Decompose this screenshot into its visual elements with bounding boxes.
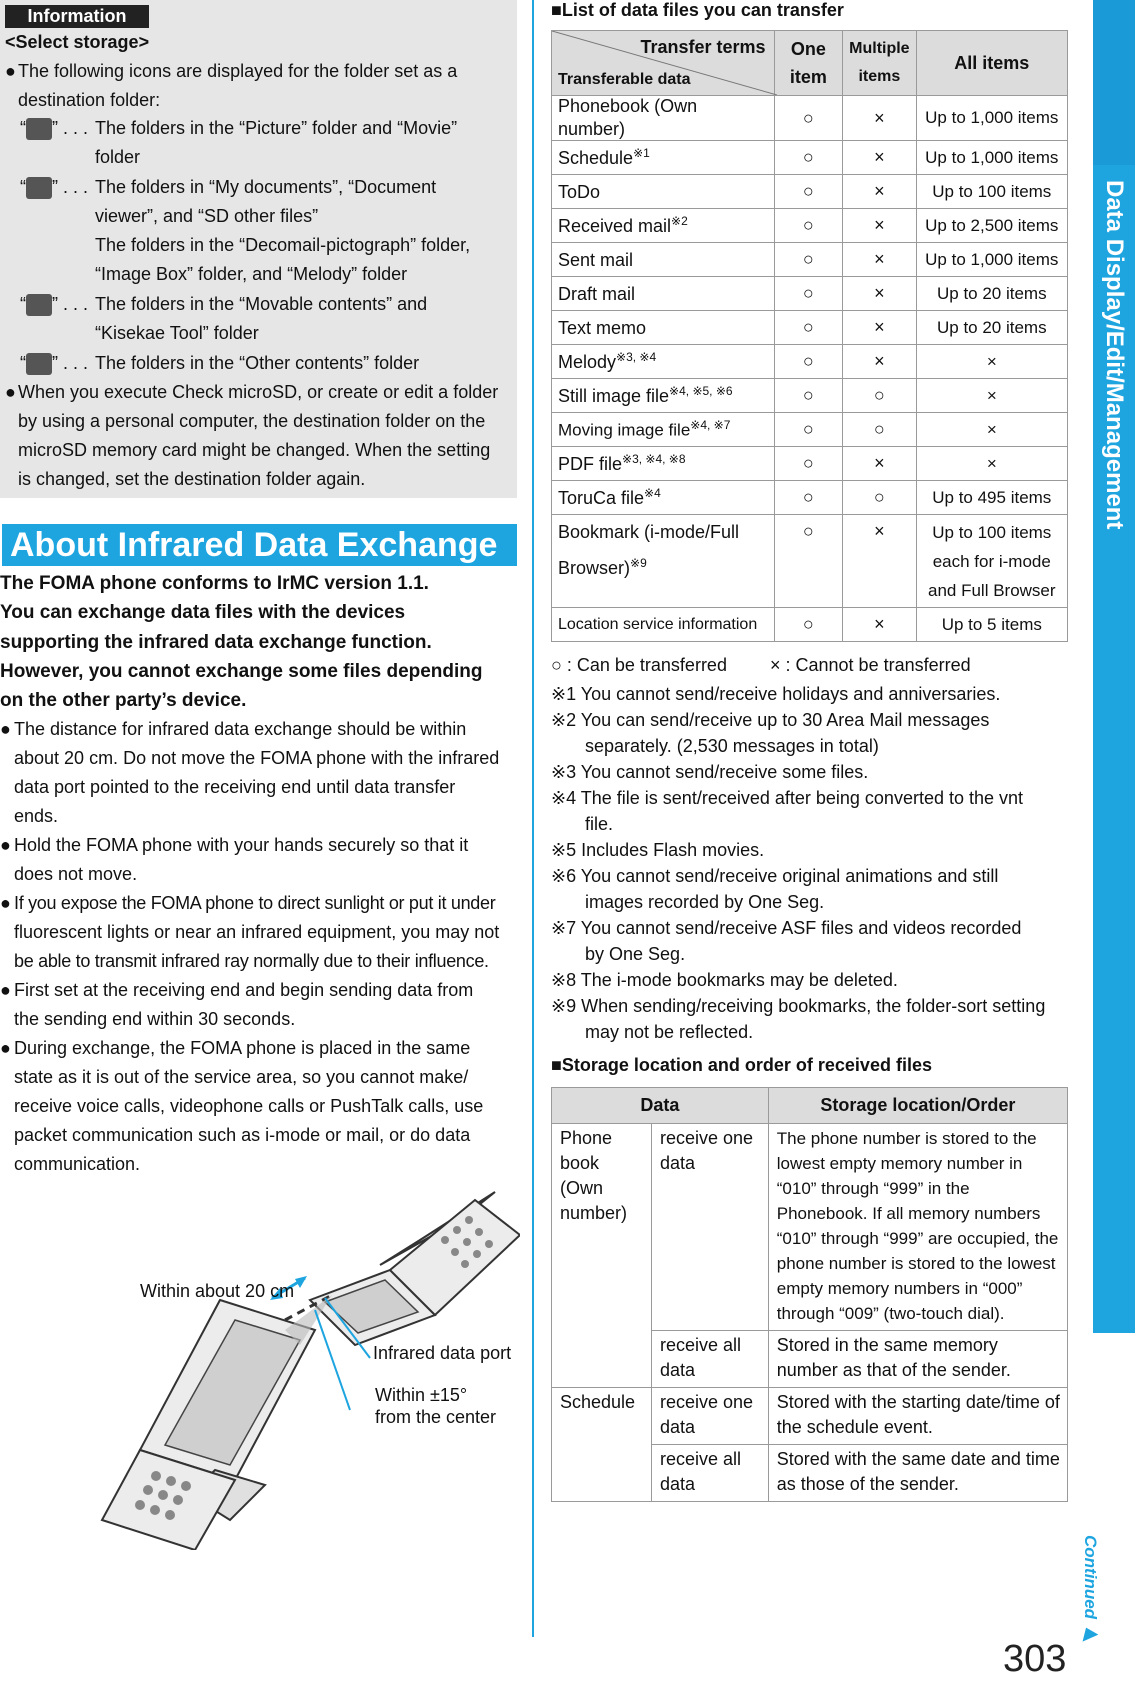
multiple-items-cell: × [843, 96, 916, 141]
one-item-cell: ○ [774, 447, 843, 481]
multiple-items-cell: × [843, 175, 916, 209]
all-items-cell: Up to 20 items [916, 277, 1067, 311]
table-row [552, 608, 1068, 642]
data-name-cell: ToDo [552, 175, 775, 209]
all-items-cell: Up to 1,000 items [916, 243, 1067, 277]
intro-line-4: However, you cannot exchange some files depending [0, 661, 483, 682]
info-bullet-2-line4: is changed, set the destination folder again. [18, 469, 366, 489]
all-items-cell: Up to 100 items each for i-mode and Full Browser [916, 515, 1067, 608]
bullet-e-4: packet communication such as i-mode or mail, or do data [14, 1125, 471, 1145]
figure-label-distance: Within about 20 cm [140, 1281, 295, 1301]
info-bullet-1-line2: destination folder: [18, 90, 161, 110]
bullet-a: ● [0, 719, 11, 739]
intro-line-3: supporting the infrared data exchange function. [0, 632, 432, 653]
table-row [552, 413, 1068, 447]
table-row [552, 447, 1068, 481]
header-data: Data [552, 1088, 769, 1124]
bullet-d-1: First set at the receiving end and begin sending data from [14, 980, 474, 1000]
intro-line-1: The FOMA phone conforms to IrMC version 1.1. [0, 573, 429, 594]
data-name-cell: PDF file$^{※3, ※4, ※8}$ [552, 447, 775, 481]
header-all-items: All items [916, 31, 1067, 96]
multiple-items-cell: × [843, 447, 916, 481]
folder-picture-icon [26, 118, 52, 140]
bullet-c-1: If you expose the FOMA phone to direct sunlight or put it under [14, 893, 496, 913]
table-row [552, 243, 1068, 277]
bullet-b: ● [0, 835, 11, 855]
bullet-e-2: state as it is out of the service area, so you cannot make/ [14, 1067, 469, 1087]
multiple-items-cell: × [843, 209, 916, 243]
all-items-cell: Up to 2,500 items [916, 209, 1067, 243]
bullet-c-2: fluorescent lights or near an infrared equipment, you may not [14, 922, 500, 942]
note-3: ※3 You cannot send/receive some files. [551, 762, 869, 782]
all-items-cell: × [916, 379, 1067, 413]
multiple-items-cell: × [843, 608, 916, 642]
data-name-cell: Sent mail [552, 243, 775, 277]
icon-row-2: “ ” . . . [20, 173, 88, 202]
one-item-cell: ○ [774, 141, 843, 175]
one-item-cell: ○ [774, 311, 843, 345]
all-items-cell: × [916, 413, 1067, 447]
data-name-cell: Phonebook (Own number) [552, 96, 775, 141]
data-name-cell: Location service information [552, 608, 775, 642]
header-transferable-data: Transferable data [558, 71, 691, 88]
bullet-e: ● [0, 1038, 11, 1058]
multiple-items-cell: ○ [843, 379, 916, 413]
folder-movable-icon [26, 294, 52, 316]
bullet-a-4: ends. [14, 806, 59, 826]
multiple-items-cell: × [843, 515, 916, 608]
header-multiple-items: Multiple items [843, 31, 916, 96]
table-row [552, 1388, 1068, 1445]
icon-row-1: “ ” . . . [20, 114, 88, 143]
data-name-cell: Melody$^{※3, ※4}$ [552, 345, 775, 379]
figure-label-port: Infrared data port [373, 1343, 512, 1363]
icon-row-2-line3: The folders in the “Decomail-pictograph” folder, [95, 235, 471, 255]
pb-one-storage: The phone number is stored to the lowest empty memory number in “010” through “999” in the Phonebook. If all memory numbers “010” through “999” are occupied, the phone number is stored to the lowest empty memory numbers in “000” through “009” (two-touch dial). [768, 1124, 1067, 1331]
header-storage: Storage location/Order [768, 1088, 1067, 1124]
icon-row-2-line2: viewer”, and “SD other files” [95, 206, 319, 226]
one-item-cell: ○ [774, 345, 843, 379]
icon-row-4: “ ” . . . [20, 349, 88, 378]
data-name-cell: Schedule$^{※1}$ [552, 141, 775, 175]
information-tab: Information [5, 5, 149, 28]
bullet-a-1: The distance for infrared data exchange should be within [14, 719, 467, 739]
all-items-cell: Up to 100 items [916, 175, 1067, 209]
data-name-cell: Bookmark (i-mode/Full Browser)$^{※9}$ [552, 515, 775, 608]
icon-row-2-line1: The folders in “My documents”, “Document [95, 177, 437, 197]
info-bullet-2-line2: by using a personal computer, the destination folder on the [18, 411, 486, 431]
note-6a: ※6 You cannot send/receive original animations and still [551, 866, 999, 886]
info-bullet-2: ● [5, 382, 16, 402]
one-item-cell: ○ [774, 481, 843, 515]
folder-other-icon [26, 353, 52, 375]
sending-phone [102, 1300, 315, 1550]
one-item-cell: ○ [774, 277, 843, 311]
data-name-cell: Text memo [552, 311, 775, 345]
header-transfer-terms: Transfer terms [640, 37, 766, 57]
table-row [552, 379, 1068, 413]
icon-row-4-line1: The folders in the “Other contents” folder [95, 353, 420, 373]
one-item-cell: ○ [774, 379, 843, 413]
note-9a: ※9 When sending/receiving bookmarks, the folder-sort setting [551, 996, 1046, 1016]
note-2b: separately. (2,530 messages in total) [585, 736, 879, 756]
receive-all-cell: receive all data [651, 1445, 768, 1502]
multiple-items-cell: × [843, 345, 916, 379]
bullet-a-3: data port pointed to the receiving end until data transfer [14, 777, 456, 797]
one-item-cell: ○ [774, 96, 843, 141]
data-name-cell: Draft mail [552, 277, 775, 311]
page-number: 303 [1003, 1638, 1067, 1680]
table-row [552, 277, 1068, 311]
note-4a: ※4 The file is sent/received after being converted to the vnt [551, 788, 1024, 808]
bullet-e-3: receive voice calls, videophone calls or PushTalk calls, use [14, 1096, 484, 1116]
side-tab-top [1093, 0, 1135, 165]
bullet-b-1: Hold the FOMA phone with your hands securely so that it [14, 835, 469, 855]
sc-all-storage: Stored with the same date and time as those of the sender. [768, 1445, 1067, 1502]
all-items-cell: Up to 1,000 items [916, 141, 1067, 175]
bullet-c-3: be able to transmit infrared ray normally due to their influence. [14, 951, 489, 971]
bullet-b-2: does not move. [14, 864, 138, 884]
receive-all-cell: receive all data [651, 1331, 768, 1388]
table-row [552, 345, 1068, 379]
transfer-table [551, 30, 1068, 642]
table-row [552, 175, 1068, 209]
intro-line-5: on the other party’s device. [0, 690, 247, 711]
multiple-items-cell: × [843, 141, 916, 175]
receive-one-cell: receive one data [651, 1388, 768, 1445]
select-storage-heading: <Select storage> [5, 32, 150, 52]
icon-row-1-line1: The folders in the “Picture” folder and “Movie” [95, 118, 458, 138]
icon-row-3: “ ” . . . [20, 290, 88, 319]
one-item-cell: ○ [774, 608, 843, 642]
bullet-c: ● [0, 893, 11, 913]
table-row [552, 311, 1068, 345]
bullet-e-5: communication. [14, 1154, 141, 1174]
all-items-cell: Up to 5 items [916, 608, 1067, 642]
sc-one-storage: Stored with the starting date/time of the schedule event. [768, 1388, 1067, 1445]
data-name-cell: Moving image file$^{※4, ※7}$ [552, 413, 775, 447]
section-title: About Infrared Data Exchange [2, 524, 517, 566]
legend-cannot: × : Cannot be transferred [770, 655, 971, 675]
info-bullet-2-line3: microSD memory card might be changed. When the setting [18, 440, 491, 460]
side-tab-label: Data Display/Edit/Management [1101, 180, 1128, 530]
data-name-cell: ToruCa file$^{※4}$ [552, 481, 775, 515]
column-divider [532, 0, 534, 1637]
storage-table [551, 1087, 1068, 1502]
continued-label: Continued ▶ [1081, 1535, 1100, 1644]
table2-heading: ■Storage location and order of received files [551, 1055, 932, 1075]
header-one-item: One item [774, 31, 843, 96]
all-items-cell: × [916, 345, 1067, 379]
data-name-cell: Still image file$^{※4, ※5, ※6}$ [552, 379, 775, 413]
receiving-phone [310, 1192, 520, 1345]
bullet-e-1: During exchange, the FOMA phone is placed in the same [14, 1038, 471, 1058]
schedule-cell: Schedule [552, 1388, 652, 1502]
one-item-cell: ○ [774, 175, 843, 209]
table-row [552, 209, 1068, 243]
folder-document-icon [26, 177, 52, 199]
receive-one-cell: receive one data [651, 1124, 768, 1331]
note-6b: images recorded by One Seg. [585, 892, 825, 912]
info-bullet-2-line1: When you execute Check microSD, or create or edit a folder [18, 382, 499, 402]
pb-all-storage: Stored in the same memory number as that of the sender. [768, 1331, 1067, 1388]
icon-row-3-line1: The folders in the “Movable contents” and [95, 294, 428, 314]
table-header-row [552, 1088, 1068, 1124]
note-2a: ※2 You can send/receive up to 30 Area Mail messages [551, 710, 990, 730]
note-7b: by One Seg. [585, 944, 686, 964]
table-row [552, 141, 1068, 175]
data-name-cell: Received mail$^{※2}$ [552, 209, 775, 243]
multiple-items-cell: × [843, 277, 916, 311]
table-row [552, 96, 1068, 141]
bullet-d-2: the sending end within 30 seconds. [14, 1009, 296, 1029]
multiple-items-cell: ○ [843, 413, 916, 447]
table-row [552, 481, 1068, 515]
one-item-cell: ○ [774, 243, 843, 277]
continued-arrow-icon: ▶ [1081, 1623, 1100, 1644]
all-items-cell: Up to 495 items [916, 481, 1067, 515]
all-items-cell: Up to 1,000 items [916, 96, 1067, 141]
all-items-cell: × [916, 447, 1067, 481]
figure-label-angle-2: from the center [375, 1407, 497, 1427]
one-item-cell: ○ [774, 515, 843, 608]
note-5: ※5 Includes Flash movies. [551, 840, 765, 860]
icon-row-1-line2: folder [95, 147, 141, 167]
figure-label-angle-1: Within ±15° [375, 1385, 468, 1405]
all-items-cell: Up to 20 items [916, 311, 1067, 345]
note-1: ※1 You cannot send/receive holidays and anniversaries. [551, 684, 1001, 704]
info-bullet-1: ● [5, 61, 16, 81]
multiple-items-cell: × [843, 311, 916, 345]
note-9b: may not be reflected. [585, 1022, 754, 1042]
info-bullet-1-line1: The following icons are displayed for the folder set as a [18, 61, 458, 81]
multiple-items-cell: × [843, 243, 916, 277]
icon-row-3-line2: “Kisekae Tool” folder [95, 323, 259, 343]
one-item-cell: ○ [774, 413, 843, 447]
header-diagonal-cell [552, 31, 775, 96]
bullet-a-2: about 20 cm. Do not move the FOMA phone with the infrared [14, 748, 500, 768]
table-row [552, 1124, 1068, 1331]
note-7a: ※7 You cannot send/receive ASF files and videos recorded [551, 918, 1022, 938]
one-item-cell: ○ [774, 209, 843, 243]
note-8: ※8 The i-mode bookmarks may be deleted. [551, 970, 898, 990]
icon-row-2-line4: “Image Box” folder, and “Melody” folder [95, 264, 408, 284]
phonebook-cell: Phone book (Own number) [552, 1124, 652, 1388]
multiple-items-cell: ○ [843, 481, 916, 515]
note-4b: file. [585, 814, 614, 834]
table-row [552, 515, 1068, 608]
legend-can: ○ : Can be transferred [551, 655, 727, 675]
table1-heading: ■List of data files you can transfer [551, 0, 844, 20]
intro-line-2: You can exchange data files with the devices [0, 602, 406, 623]
bullet-d: ● [0, 980, 11, 1000]
